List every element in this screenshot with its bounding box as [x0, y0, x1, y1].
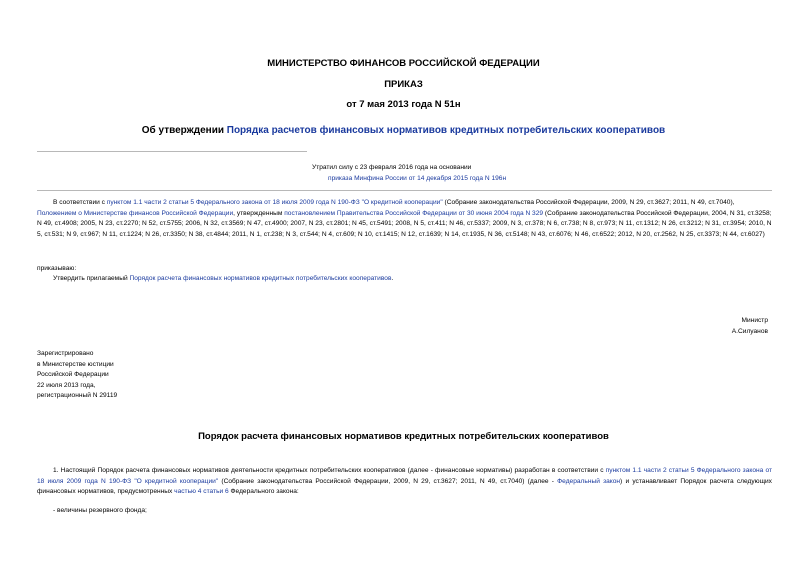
title-prefix: Об утверждении: [141, 125, 227, 136]
approve-paragraph: [53, 274, 393, 285]
law-link[interactable]: пунктом 1.1 части 2 статьи 5 Федерального закона от 18 июля 2009 года N 190-ФЗ "О кредитной кооперации": [106, 199, 443, 206]
para-text: 1. Настоящий Порядок расчета финансовых нормативов деятельности кредитных потребительских кооперативов (далее - финансовые нормативы) разработан в соответствии с: [53, 467, 606, 474]
law-link[interactable]: пунктом 1.1 части 2 статьи 5 Федерального закона от 18 июля 2009 года N 190-ФЗ "О кредитной кооперации": [37, 467, 772, 485]
preamble-text: , утвержденным: [233, 209, 285, 217]
approve-text: Утвердить прилагаемый: [53, 275, 130, 282]
registration-line: регистрационный N 29119: [37, 392, 118, 400]
preamble-text: (Собрание законодательства Российской Федерации, 2009, N 29, ст.3627; 2011, N 49, ст.7040),: [442, 199, 735, 206]
signature-position: Министр: [741, 317, 768, 324]
preamble-text: (Собрание законодательства Российской Федерации, 2004, N 31, ст.3258; N 49, ст.4908; 2005, N 23, ст.2270; N 52, ст.5755; 2006, N 32, ст.3569; N 47, ст.4900; 2007, N 23, ст.2801; N 45, ст.5491; 2008, N 5, ст.411; N 46, ст.5337; 2009, N 3, ст.378; N 6, ст.738; N 8, ст.973; N 11, ст.1312; N 26, ст.3212; N 31, ст.3954; 2010, N 5, ст.531; N 9, ст.967; N 11, ст.1224; N 26, ст.3350; N 38, ст.4844; 2011, N 1, ст.238; N 3, ст.544; N 4, ст.609; N 10, ст.1415; N 12, ст.1639; N 14, ст.1935, N 36, ст.5148; N 43, ст.6076; N 46, ст.6522; 2012, N 20, ст.2562, N 25, ст.3373; N 44, ст.6027): [37, 209, 772, 238]
paragraph-1: [37, 466, 772, 498]
document-title: [0, 125, 807, 136]
preamble-paragraph: [37, 198, 772, 240]
article-link[interactable]: частью 4 статьи 6: [174, 488, 229, 496]
registration-line: Зарегистрировано: [37, 350, 94, 357]
para-text: (Собрание законодательства Российской Федерации, 2009, N 29, ст.3627; 2011, N 49, ст.7040) (далее -: [218, 477, 558, 485]
ministry-heading: МИНИСТЕРСТВО ФИНАНСОВ РОССИЙСКОЙ ФЕДЕРАЦИИ: [267, 58, 540, 69]
registration-line: 22 июля 2013 года,: [37, 381, 96, 389]
divider-short: [37, 151, 307, 152]
approve-end: .: [391, 275, 394, 282]
doc-type-heading: ПРИКАЗ: [384, 79, 423, 90]
title-link[interactable]: Порядка расчетов финансовых нормативов кредитных потребительских кооперативов: [226, 125, 666, 136]
signature-name: А.Силуанов: [731, 327, 768, 335]
status-link[interactable]: приказа Минфина России от 14 декабря 2015 года N 196н: [328, 174, 507, 182]
registration-line: в Министерстве юстиции: [37, 360, 114, 368]
procedure-link[interactable]: Порядок расчета финансовых нормативов кредитных потребительских кооперативов: [129, 275, 392, 282]
doc-date-number: от 7 мая 2013 года N 51н: [346, 99, 461, 110]
preamble-text: В соответствии с: [53, 199, 107, 206]
divider-full: [37, 190, 772, 191]
signature-block: [600, 316, 768, 337]
federal-law-link[interactable]: Федеральный закон: [557, 477, 621, 485]
bullet-reserve-fund: - величины резервного фонда;: [53, 507, 147, 514]
para-text: ) и устанавливает Порядок расчета следующих финансовых нормативов, предусмотренных: [37, 477, 772, 496]
regulation-link[interactable]: Положением о Министерстве финансов Российской Федерации: [37, 209, 234, 217]
status-note: [312, 163, 506, 184]
registration-line: Российской Федерации: [37, 371, 109, 379]
registration-block: [37, 349, 117, 402]
order-word: приказываю:: [37, 265, 77, 272]
section-title: Порядок расчета финансовых нормативов кредитных потребительских кооперативов: [198, 431, 609, 442]
decree-link[interactable]: постановлением Правительства Российской Федерации от 30 июня 2004 года N 329: [284, 209, 544, 217]
para-text: Федерального закона:: [228, 488, 299, 496]
status-line: Утратил силу с 23 февраля 2016 года на основании: [312, 164, 472, 171]
